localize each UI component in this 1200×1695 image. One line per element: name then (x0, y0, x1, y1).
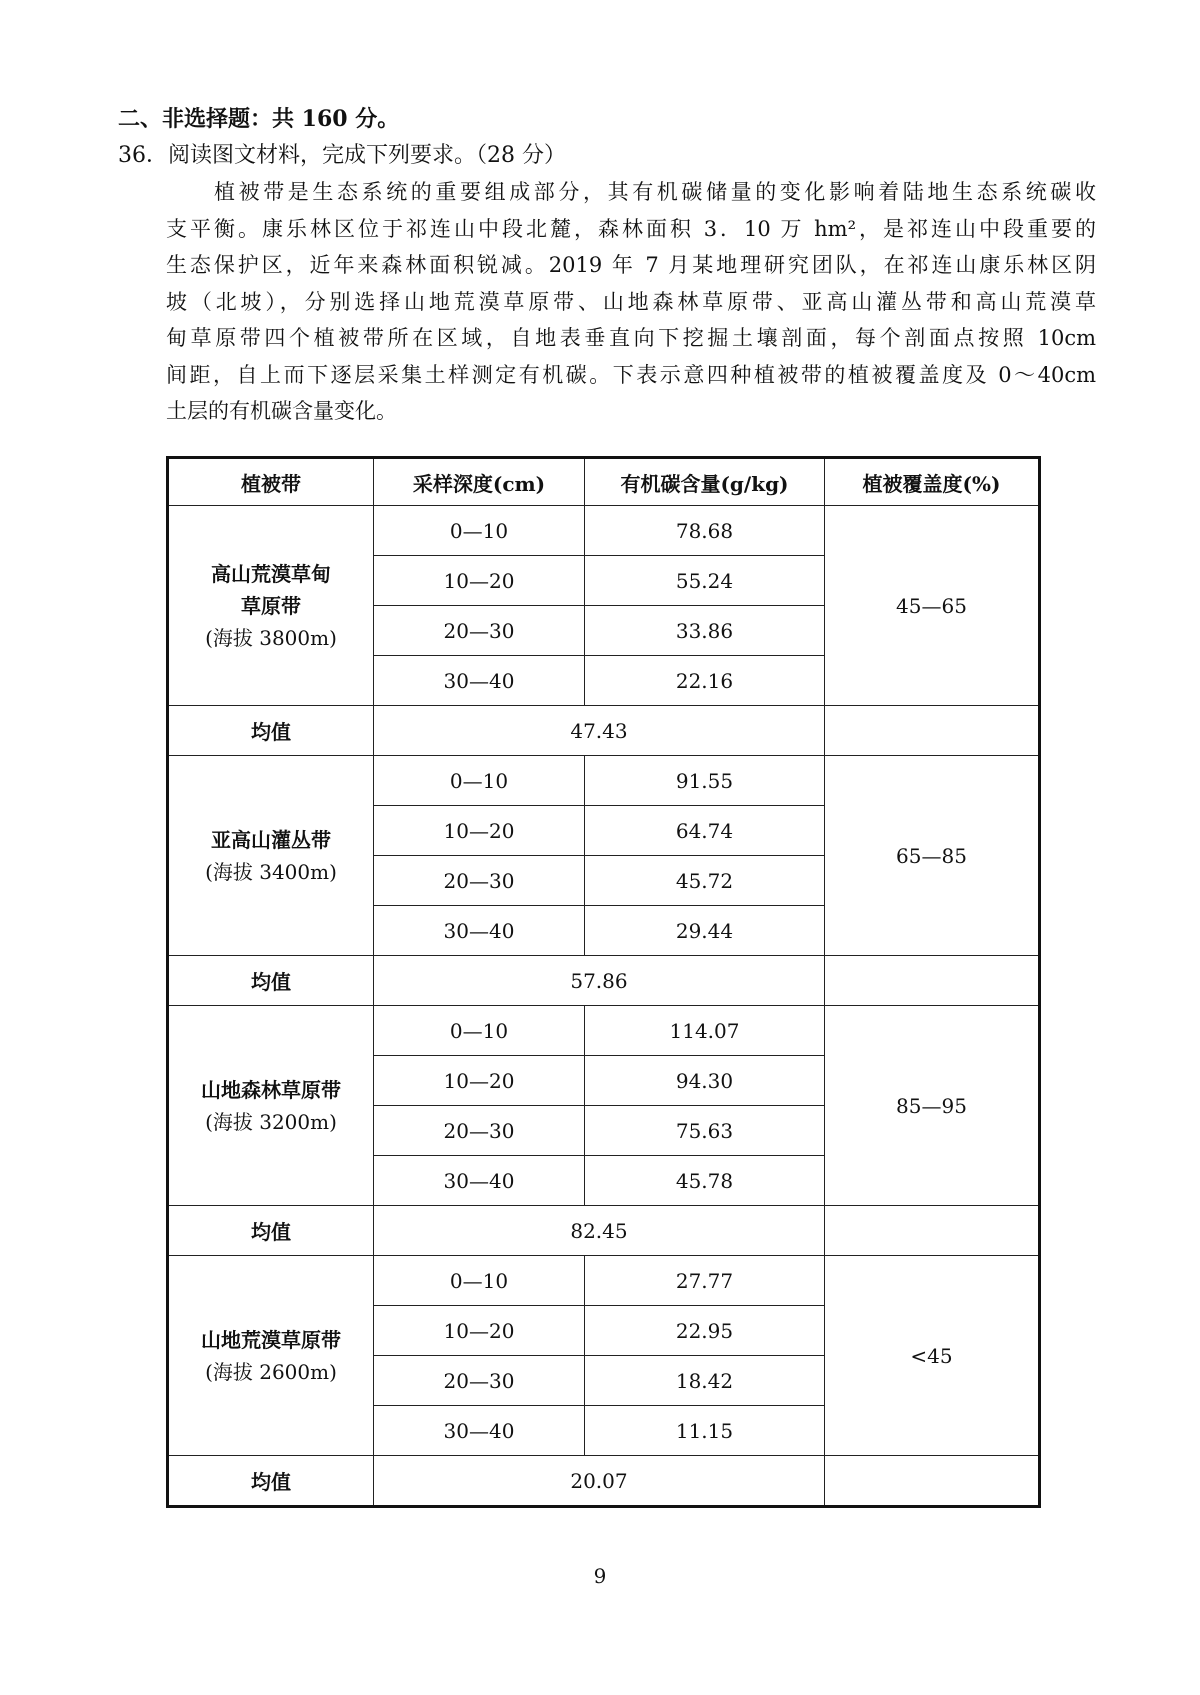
depth-cell: 30—40 (374, 656, 585, 706)
table-row (168, 506, 1040, 556)
mean-value: 47.43 (374, 706, 825, 756)
vegetation-band-cell (168, 1006, 374, 1206)
coverage-cell: 45—65 (825, 506, 1040, 706)
mean-label: 均值 (168, 1206, 374, 1256)
empty-cell (825, 1456, 1040, 1507)
carbon-cell: 45.72 (585, 856, 825, 906)
section-heading: 二、非选择题：共 160 分。 (118, 106, 400, 132)
coverage-cell: 85—95 (825, 1006, 1040, 1206)
mean-row (168, 1456, 1040, 1507)
header-organic-carbon: 有机碳含量(g/kg) (585, 458, 825, 506)
depth-cell: 0—10 (374, 1256, 585, 1306)
carbon-cell: 27.77 (585, 1256, 825, 1306)
header-sampling-depth: 采样深度(cm) (374, 458, 585, 506)
carbon-cell: 94.30 (585, 1056, 825, 1106)
depth-cell: 20—30 (374, 606, 585, 656)
material-paragraph (166, 174, 1096, 430)
vegetation-band-cell (168, 506, 374, 706)
mean-row (168, 706, 1040, 756)
paragraph-line: 甸草原带四个植被带所在区域，自地表垂直向下挖掘土壤剖面，每个剖面点按照 10cm (166, 326, 1096, 350)
mean-label: 均值 (168, 1456, 374, 1507)
header-coverage: 植被覆盖度(%) (825, 458, 1040, 506)
carbon-cell: 78.68 (585, 506, 825, 556)
depth-cell: 0—10 (374, 506, 585, 556)
band-name-cont: 草原带 (241, 593, 301, 618)
table-row (168, 1006, 1040, 1056)
carbon-cell: 75.63 (585, 1106, 825, 1156)
table-row (168, 1256, 1040, 1306)
mean-row (168, 956, 1040, 1006)
paragraph-line: 土层的有机碳含量变化。 (166, 399, 397, 423)
table-header-row (168, 458, 1040, 506)
mean-value: 20.07 (374, 1456, 825, 1507)
header-vegetation-band: 植被带 (168, 458, 374, 506)
band-altitude: (海拔 2600m) (205, 1359, 337, 1384)
depth-cell: 10—20 (374, 1056, 585, 1106)
carbon-cell: 22.95 (585, 1306, 825, 1356)
mean-row (168, 1206, 1040, 1256)
organic-carbon-table (166, 456, 1041, 1508)
paragraph-line: 植被带是生态系统的重要组成部分，其有机碳储量的变化影响着陆地生态系统碳收 (214, 180, 1096, 204)
table-row (168, 756, 1040, 806)
question-title: 36．阅读图文材料，完成下列要求。（28 分） (118, 143, 566, 168)
paragraph-line: 间距，自上而下逐层采集土样测定有机碳。下表示意四种植被带的植被覆盖度及 0～40cm (166, 362, 1096, 387)
vegetation-band-cell (168, 756, 374, 956)
coverage-cell: 65—85 (825, 756, 1040, 956)
carbon-cell: 29.44 (585, 906, 825, 956)
band-altitude: (海拔 3200m) (205, 1109, 337, 1134)
vegetation-band-cell (168, 1256, 374, 1456)
mean-label: 均值 (168, 706, 374, 756)
carbon-cell: 45.78 (585, 1156, 825, 1206)
band-altitude: (海拔 3800m) (205, 625, 337, 650)
band-altitude: (海拔 3400m) (205, 859, 337, 884)
mean-value: 82.45 (374, 1206, 825, 1256)
depth-cell: 30—40 (374, 1156, 585, 1206)
band-name: 山地荒漠草原带 (201, 1327, 341, 1352)
carbon-cell: 18.42 (585, 1356, 825, 1406)
mean-value: 57.86 (374, 956, 825, 1006)
depth-cell: 0—10 (374, 1006, 585, 1056)
depth-cell: 20—30 (374, 1106, 585, 1156)
carbon-cell: 33.86 (585, 606, 825, 656)
empty-cell (825, 956, 1040, 1006)
depth-cell: 0—10 (374, 756, 585, 806)
empty-cell (825, 1206, 1040, 1256)
carbon-cell: 22.16 (585, 656, 825, 706)
depth-cell: 10—20 (374, 1306, 585, 1356)
carbon-cell: 91.55 (585, 756, 825, 806)
mean-label: 均值 (168, 956, 374, 1006)
depth-cell: 20—30 (374, 856, 585, 906)
band-name: 山地森林草原带 (201, 1077, 341, 1102)
carbon-cell: 114.07 (585, 1006, 825, 1056)
paragraph-line: 支平衡。康乐林区位于祁连山中段北麓，森林面积 3．10 万 hm²，是祁连山中段重要的 (166, 216, 1096, 241)
depth-cell: 20—30 (374, 1356, 585, 1406)
depth-cell: 30—40 (374, 1406, 585, 1456)
paragraph-line: 生态保护区，近年来森林面积锐减。2019 年 7 月某地理研究团队，在祁连山康乐林区阴 (166, 253, 1096, 277)
empty-cell (825, 706, 1040, 756)
depth-cell: 10—20 (374, 556, 585, 606)
carbon-cell: 55.24 (585, 556, 825, 606)
depth-cell: 30—40 (374, 906, 585, 956)
paragraph-line: 坡（北坡），分别选择山地荒漠草原带、山地森林草原带、亚高山灌丛带和高山荒漠草 (166, 289, 1096, 314)
band-name: 高山荒漠草甸 (211, 561, 331, 586)
coverage-cell: <45 (825, 1256, 1040, 1456)
band-name: 亚高山灌丛带 (211, 827, 331, 852)
carbon-cell: 64.74 (585, 806, 825, 856)
carbon-cell: 11.15 (585, 1406, 825, 1456)
page-number: 9 (593, 1564, 607, 1588)
depth-cell: 10—20 (374, 806, 585, 856)
